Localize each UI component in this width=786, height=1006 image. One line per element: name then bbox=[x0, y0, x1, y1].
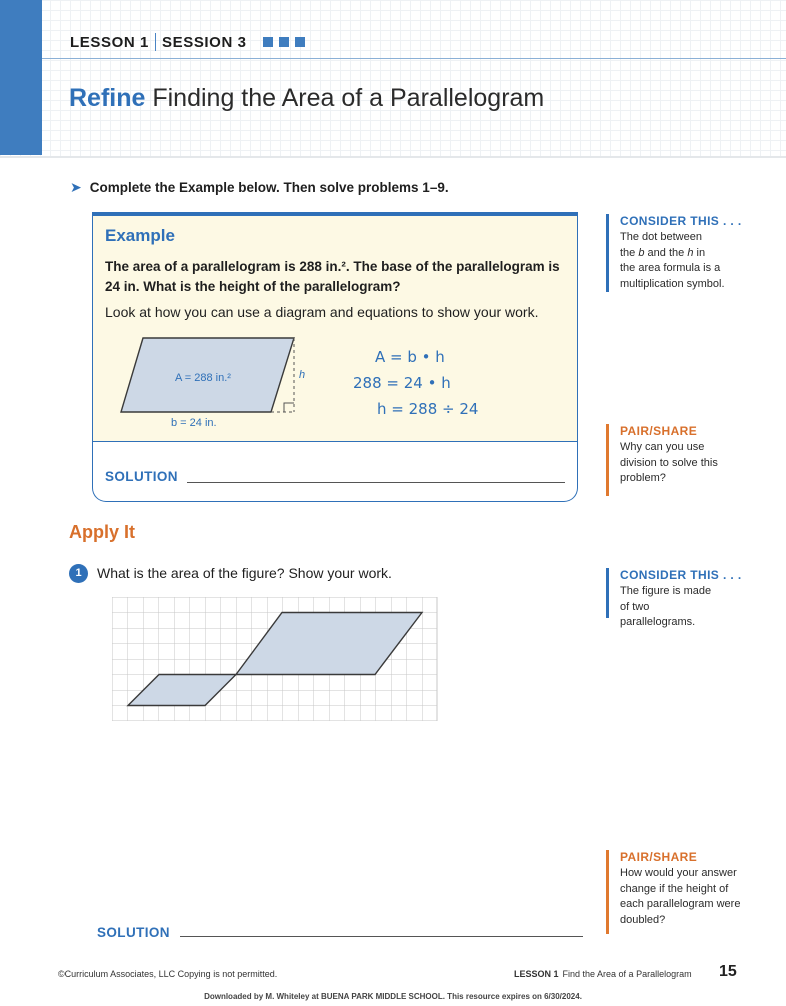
header-tab bbox=[0, 0, 42, 155]
lesson-session-label bbox=[70, 33, 305, 51]
equation-1: A = b • h bbox=[375, 348, 445, 366]
sidebar-text: How would your answer change if the height of each parallelogram were doubled? bbox=[620, 867, 741, 926]
session-label: SESSION 3 bbox=[162, 33, 247, 51]
title-accent: Refine bbox=[69, 84, 146, 112]
footer-lesson bbox=[514, 969, 692, 979]
example-question: The area of a parallelogram is 288 in.². The base of the parallelogram is 24 in. What is the height of the parallelogram? bbox=[105, 259, 560, 294]
apply-solution-label: SOLUTION bbox=[97, 925, 170, 940]
footer-lesson-label: LESSON 1 bbox=[514, 969, 559, 979]
session-square-icon bbox=[295, 37, 305, 47]
sidebar-consider-2 bbox=[606, 568, 786, 628]
instruction bbox=[70, 179, 449, 196]
sidebar-title: PAIR/SHARE bbox=[620, 424, 698, 438]
sidebar-text: The dot between the b and the h in the area formula is a multiplication symbol. bbox=[620, 231, 725, 290]
download-notice: Downloaded by M. Whiteley at BUENA PARK MIDDLE SCHOOL. This resource expires on 6/30/2024. bbox=[204, 992, 582, 1001]
question-number: 1 bbox=[69, 564, 88, 583]
right-angle-mark bbox=[284, 403, 294, 412]
example-look: Look at how you can use a diagram and equations to show your work. bbox=[105, 304, 539, 320]
instruction-text: Complete the Example below. Then solve problems 1–9. bbox=[89, 180, 449, 195]
sidebar-pair-share-1 bbox=[606, 424, 786, 496]
page-header bbox=[0, 0, 786, 158]
header-rule bbox=[42, 58, 786, 59]
example-box bbox=[92, 212, 578, 502]
page-number: 15 bbox=[719, 963, 737, 980]
base-label: b = 24 in. bbox=[171, 417, 217, 429]
title-rest: Finding the Area of a Parallelogram bbox=[145, 84, 545, 112]
parallelogram-diagram bbox=[93, 326, 577, 441]
divider bbox=[155, 33, 156, 51]
question-text: What is the area of the figure? Show your work. bbox=[97, 565, 392, 581]
sidebar-title: CONSIDER THIS . . . bbox=[620, 214, 742, 228]
apply-solution-line[interactable] bbox=[180, 936, 583, 937]
example-heading: Example bbox=[105, 226, 175, 245]
lesson-label: LESSON 1 bbox=[70, 33, 149, 51]
footer-lesson-title: Find the Area of a Parallelogram bbox=[562, 969, 692, 979]
session-square-icon bbox=[279, 37, 289, 47]
sidebar-text: The figure is made of two parallelograms. bbox=[620, 585, 712, 628]
equation-2: 288 = 24 • h bbox=[353, 374, 451, 392]
example-solution-label: SOLUTION bbox=[105, 469, 178, 484]
example-solution-line[interactable] bbox=[187, 482, 565, 483]
area-label: A = 288 in.² bbox=[175, 372, 231, 384]
height-label: h bbox=[299, 369, 306, 381]
example-content bbox=[93, 216, 577, 442]
equation-3: h = 288 ÷ 24 bbox=[377, 400, 479, 418]
sidebar-title: CONSIDER THIS . . . bbox=[620, 568, 742, 582]
grid-figure bbox=[112, 597, 438, 721]
page-title bbox=[69, 84, 544, 113]
footer-copyright: ©Curriculum Associates, LLC Copying is not permitted. bbox=[58, 969, 278, 979]
sidebar-pair-share-2 bbox=[606, 850, 786, 934]
sidebar-text: Why can you use division to solve this problem? bbox=[620, 441, 718, 484]
apply-it-heading: Apply It bbox=[69, 522, 135, 542]
sidebar-title: PAIR/SHARE bbox=[620, 850, 698, 864]
sidebar-consider-1 bbox=[606, 214, 786, 292]
arrow-icon: ➤ bbox=[70, 179, 82, 195]
session-square-icon bbox=[263, 37, 273, 47]
